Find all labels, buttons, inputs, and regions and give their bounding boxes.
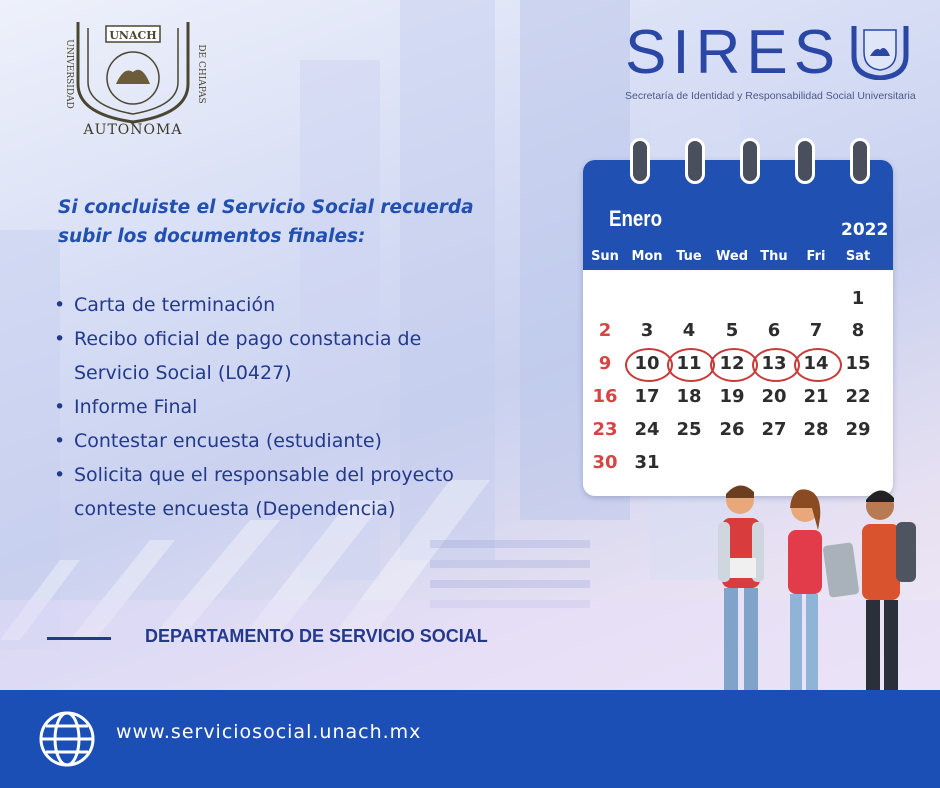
calendar-binding-rings bbox=[620, 138, 880, 188]
sires-subtitle: Secretaría de Identidad y Responsabilidad Social Universitaria bbox=[625, 90, 916, 102]
calendar-day: 22 bbox=[845, 386, 871, 407]
binding-ring bbox=[740, 138, 760, 184]
calendar-day: 9 bbox=[598, 353, 612, 374]
department-divider bbox=[47, 637, 111, 640]
bullet: • bbox=[54, 328, 66, 350]
calendar-day: 23 bbox=[592, 419, 618, 440]
list-item-text: Contestar encuesta (estudiante) bbox=[74, 430, 382, 452]
calendar-day: 27 bbox=[761, 419, 787, 440]
weekday-label: Mon bbox=[631, 249, 663, 264]
calendar-day: 5 bbox=[725, 320, 739, 341]
student-figure bbox=[862, 490, 916, 710]
weekday-label: Sat bbox=[845, 249, 871, 264]
list-item-text: conteste encuesta (Dependencia) bbox=[74, 498, 396, 520]
calendar-day: 4 bbox=[682, 320, 696, 341]
sires-wordmark: SIRES bbox=[625, 18, 842, 87]
list-item-text: Servicio Social (L0427) bbox=[74, 362, 292, 384]
day-circle-mark bbox=[752, 348, 800, 382]
day-circle-mark bbox=[794, 348, 842, 382]
calendar bbox=[583, 160, 893, 496]
intro-line-1: Si concluiste el Servicio Social recuerda bbox=[58, 197, 474, 218]
calendar-day: 14 bbox=[803, 353, 829, 374]
calendar-day: 6 bbox=[767, 320, 781, 341]
calendar-day: 13 bbox=[761, 353, 787, 374]
weekday-label: Thu bbox=[760, 249, 788, 264]
calendar-day: 24 bbox=[634, 419, 660, 440]
calendar-day: 11 bbox=[676, 353, 702, 374]
list-item-text: Informe Final bbox=[74, 396, 198, 418]
calendar-day: 18 bbox=[676, 386, 702, 407]
weekday-label: Tue bbox=[676, 249, 702, 264]
calendar-day: 7 bbox=[809, 320, 823, 341]
unach-arc-right: DE CHIAPAS bbox=[196, 44, 206, 104]
calendar-day: 15 bbox=[845, 353, 871, 374]
unach-logo-label: AUTONOMA bbox=[83, 122, 183, 138]
calendar-day: 29 bbox=[845, 419, 871, 440]
intro-line-2: subir los documentos finales: bbox=[58, 226, 366, 247]
calendar-day: 1 bbox=[851, 288, 865, 309]
calendar-day: 21 bbox=[803, 386, 829, 407]
calendar-day: 16 bbox=[592, 386, 618, 407]
calendar-day: 30 bbox=[592, 452, 618, 473]
calendar-day: 12 bbox=[719, 353, 745, 374]
calendar-year: 2022 bbox=[841, 220, 889, 240]
student-figure bbox=[718, 485, 764, 708]
bullet: • bbox=[54, 396, 66, 418]
list-item bbox=[52, 390, 572, 424]
list-item-text: Solicita que el responsable del proyecto bbox=[74, 464, 454, 486]
calendar-day: 17 bbox=[634, 386, 660, 407]
weekday-label: Fri bbox=[806, 249, 826, 264]
day-circle-mark bbox=[625, 348, 673, 382]
calendar-day: 19 bbox=[719, 386, 745, 407]
weekday-label: Wed bbox=[716, 249, 748, 264]
binding-ring bbox=[630, 138, 650, 184]
globe-icon bbox=[38, 710, 96, 768]
calendar-day: 25 bbox=[676, 419, 702, 440]
unach-arc-left: UNIVERSIDAD bbox=[64, 39, 74, 109]
intro-text bbox=[58, 193, 528, 251]
students-illustration bbox=[700, 478, 925, 726]
weekday-label: Sun bbox=[591, 249, 619, 264]
calendar-day: 31 bbox=[634, 452, 660, 473]
bullet: • bbox=[54, 430, 66, 452]
website-link[interactable]: www.serviciosocial.unach.mx bbox=[116, 721, 422, 743]
list-item bbox=[52, 424, 572, 458]
calendar-day: 3 bbox=[640, 320, 654, 341]
binding-ring bbox=[685, 138, 705, 184]
list-item bbox=[52, 458, 572, 526]
bullet: • bbox=[54, 294, 66, 316]
sires-shield-icon bbox=[850, 22, 910, 80]
list-item-text: Carta de terminación bbox=[74, 294, 276, 316]
unach-emblem-text: UNACH bbox=[109, 29, 157, 42]
list-item bbox=[52, 288, 572, 322]
calendar-month: Enero bbox=[609, 206, 663, 231]
binding-ring bbox=[795, 138, 815, 184]
calendar-day: 8 bbox=[851, 320, 865, 341]
department-name: DEPARTAMENTO DE SERVICIO SOCIAL bbox=[145, 626, 488, 646]
calendar-day: 20 bbox=[761, 386, 787, 407]
list-item-text: Recibo oficial de pago constancia de bbox=[74, 328, 422, 350]
sires-logo bbox=[625, 18, 910, 87]
binding-ring bbox=[850, 138, 870, 184]
day-circle-mark bbox=[667, 348, 715, 382]
list-item bbox=[52, 322, 572, 390]
calendar-day: 26 bbox=[719, 419, 745, 440]
calendar-day: 2 bbox=[598, 320, 612, 341]
student-figure bbox=[786, 489, 822, 708]
bullet: • bbox=[54, 464, 66, 486]
documents-list bbox=[52, 288, 572, 526]
calendar-day: 10 bbox=[634, 353, 660, 374]
calendar-day: 28 bbox=[803, 419, 829, 440]
day-circle-mark bbox=[710, 348, 758, 382]
